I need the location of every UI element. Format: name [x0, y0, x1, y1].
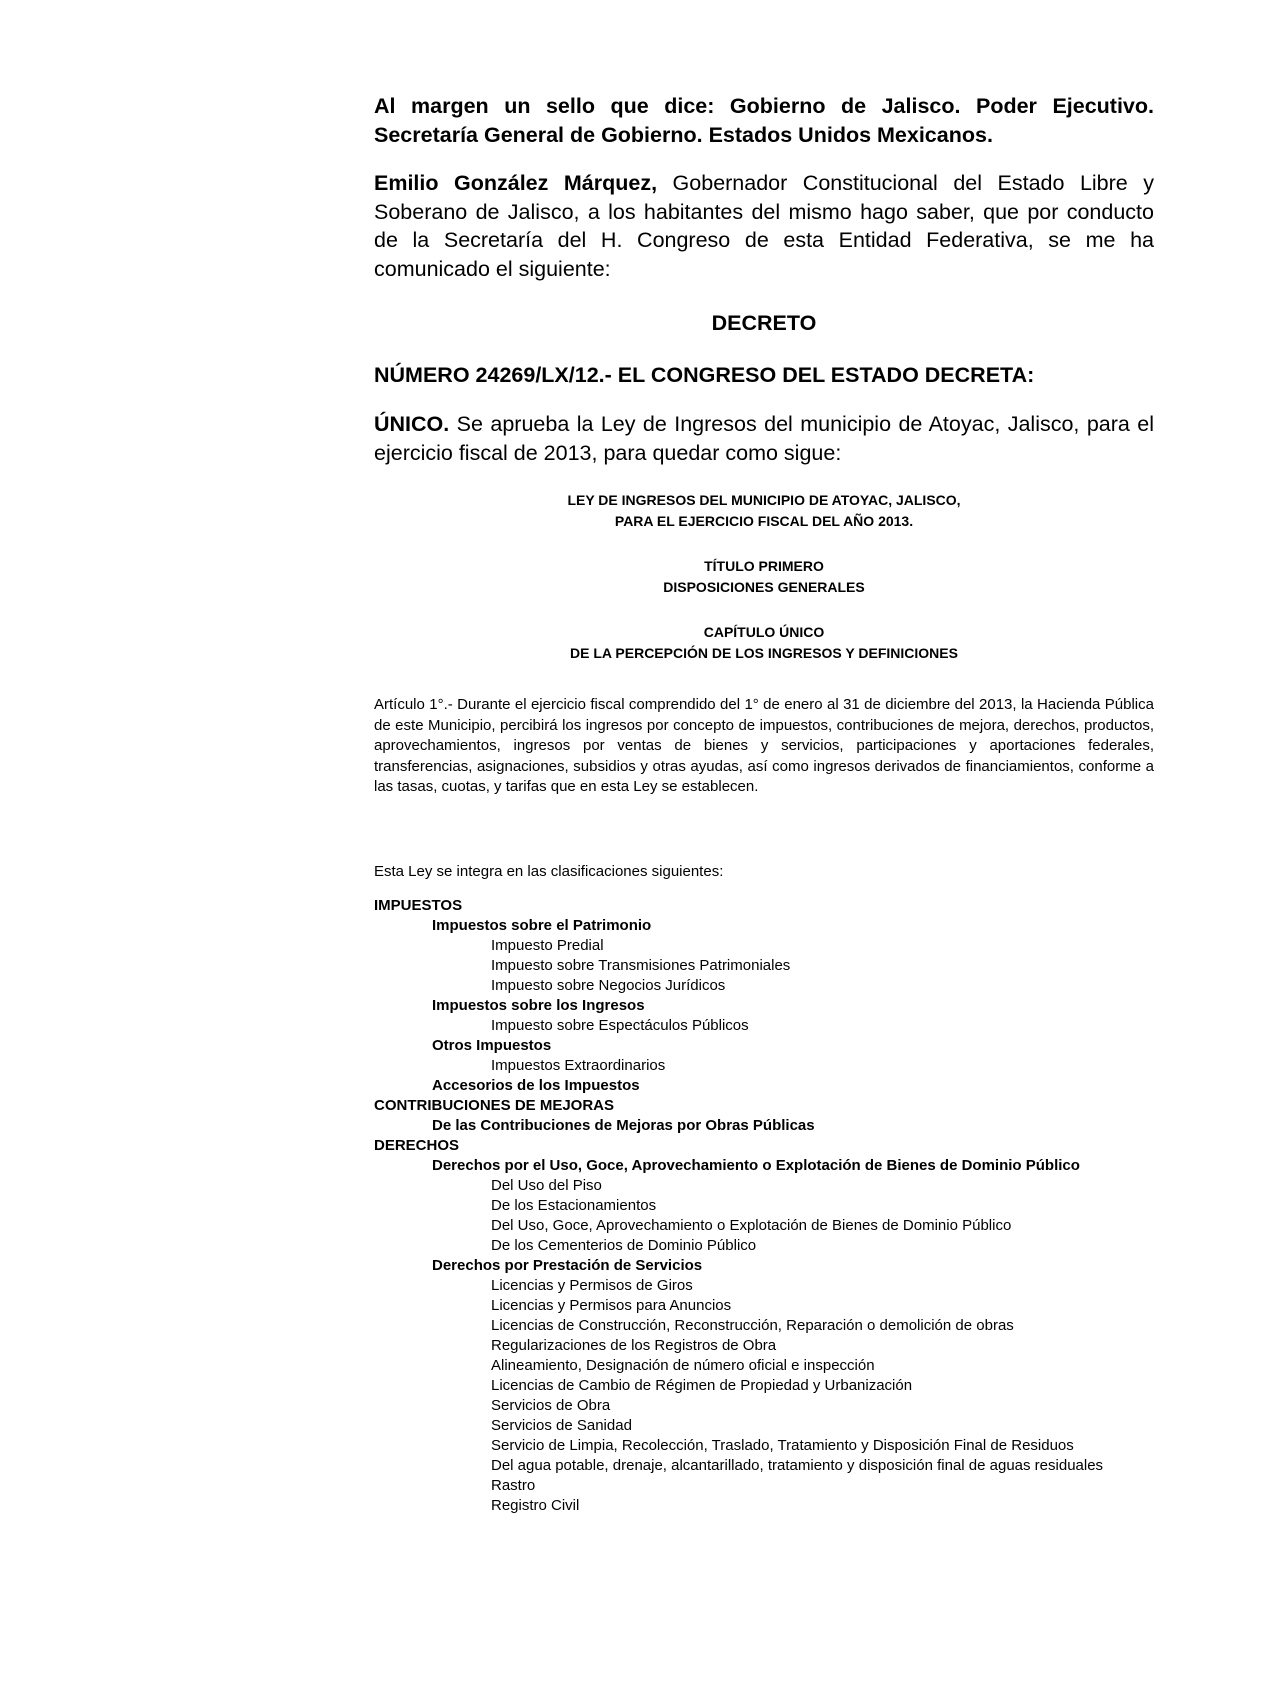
decree-heading: DECRETO — [711, 311, 817, 335]
classification-item: Registro Civil — [491, 1497, 580, 1514]
classification-item: Licencias de Cambio de Régimen de Propiedad y Urbanización — [491, 1377, 913, 1394]
titulo-line-1: TÍTULO PRIMERO — [704, 558, 824, 574]
classification-item: Impuesto sobre Transmisiones Patrimoniales — [491, 957, 791, 974]
classification-item: Impuesto sobre Espectáculos Públicos — [491, 1017, 749, 1034]
capitulo-line-1: CAPÍTULO ÚNICO — [703, 624, 825, 640]
classification-group: De las Contribuciones de Mejoras por Obras Públicas — [432, 1117, 815, 1134]
classification-list — [374, 896, 1154, 1596]
classification-item: Regularizaciones de los Registros de Obra — [491, 1337, 777, 1354]
titulo-heading — [374, 556, 1154, 598]
classification-group: Derechos por el Uso, Goce, Aprovechamiento o Explotación de Bienes de Dominio Público — [432, 1157, 1080, 1174]
classification-item: Impuesto Predial — [491, 937, 604, 954]
governor-text: Gobernador Constitucional del Estado Libre y Soberano de Jalisco, a los habitantes del mismo hago saber, que por conducto de la Secretaría del H. Congreso de esta Entidad Federativa, se me ha comunicado el siguiente: — [374, 171, 1154, 281]
seal-text: Al margen un sello que dice: Gobierno de Jalisco. Poder Ejecutivo. Secretaría General de Gobierno. Estados Unidos Mexicanos. — [374, 94, 1154, 147]
classification-item: Licencias y Permisos para Anuncios — [491, 1297, 732, 1314]
classification-group: Accesorios de los Impuestos — [432, 1077, 640, 1094]
classification-item: Del Uso del Piso — [491, 1177, 602, 1194]
governor-paragraph — [374, 169, 1154, 283]
law-title — [374, 490, 1154, 532]
titulo-line-2: DISPOSICIONES GENERALES — [663, 579, 865, 595]
classification-item: Licencias y Permisos de Giros — [491, 1277, 693, 1294]
classification-item: Rastro — [491, 1477, 536, 1494]
classification-category: IMPUESTOS — [374, 897, 463, 914]
law-title-line-1: LEY DE INGRESOS DEL MUNICIPIO DE ATOYAC, JALISCO, — [567, 492, 961, 508]
classification-item: Del Uso, Goce, Aprovechamiento o Explotación de Bienes de Dominio Público — [491, 1217, 1012, 1234]
classification-item: De los Estacionamientos — [491, 1197, 657, 1214]
governor-name: Emilio González Márquez, — [374, 171, 658, 195]
classification-item: De los Cementerios de Dominio Público — [491, 1237, 757, 1254]
classification-item: Del agua potable, drenaje, alcantarillado, tratamiento y disposición final de aguas residuales — [491, 1457, 1104, 1474]
seal-paragraph — [374, 92, 1154, 149]
decree-number: NÚMERO 24269/LX/12.- EL CONGRESO DEL ESTADO DECRETA: — [374, 363, 1035, 387]
classification-group: Impuestos sobre el Patrimonio — [432, 917, 652, 934]
law-title-line-2: PARA EL EJERCICIO FISCAL DEL AÑO 2013. — [614, 513, 914, 529]
classification-category: DERECHOS — [374, 1137, 460, 1154]
classification-item: Licencias de Construcción, Reconstrucción, Reparación o demolición de obras — [491, 1317, 1014, 1334]
classification-item: Impuesto sobre Negocios Jurídicos — [491, 977, 726, 994]
unico-label: ÚNICO. — [374, 412, 450, 436]
unico-paragraph — [374, 410, 1154, 467]
classification-group: Derechos por Prestación de Servicios — [432, 1257, 703, 1274]
classification-group: Otros Impuestos — [432, 1037, 552, 1054]
classification-item: Servicios de Sanidad — [491, 1417, 632, 1434]
classification-group: Impuestos sobre los Ingresos — [432, 997, 645, 1014]
classification-item: Servicio de Limpia, Recolección, Traslado, Tratamiento y Disposición Final de Residuos — [491, 1437, 1074, 1454]
classification-item: Impuestos Extraordinarios — [491, 1057, 666, 1074]
capitulo-heading — [374, 622, 1154, 664]
classification-intro: Esta Ley se integra en las clasificaciones siguientes: — [374, 863, 724, 880]
classification-category: CONTRIBUCIONES DE MEJORAS — [374, 1097, 615, 1114]
classification-item: Servicios de Obra — [491, 1397, 611, 1414]
capitulo-line-2: DE LA PERCEPCIÓN DE LOS INGRESOS Y DEFINICIONES — [570, 645, 958, 661]
unico-text: Se aprueba la Ley de Ingresos del municipio de Atoyac, Jalisco, para el ejercicio fiscal de 2013, para quedar como sigue: — [374, 412, 1154, 465]
classification-item: Alineamiento, Designación de número oficial e inspección — [491, 1357, 875, 1374]
article-1: Artículo 1°.- Durante el ejercicio fiscal comprendido del 1° de enero al 31 de diciembre del 2013, la Hacienda Pública de este Municipio, percibirá los ingresos por concepto de impuestos, contribuciones de mejora, derechos, productos, aprovechamientos, ingresos por ventas de bienes y servicios, participaciones y aportaciones federales, transferencias, asignaciones, subsidios y otras ayudas, así como ingresos derivados de financiamientos, conforme a las tasas, cuotas, y tarifas que en esta Ley se establecen. — [374, 696, 1154, 795]
